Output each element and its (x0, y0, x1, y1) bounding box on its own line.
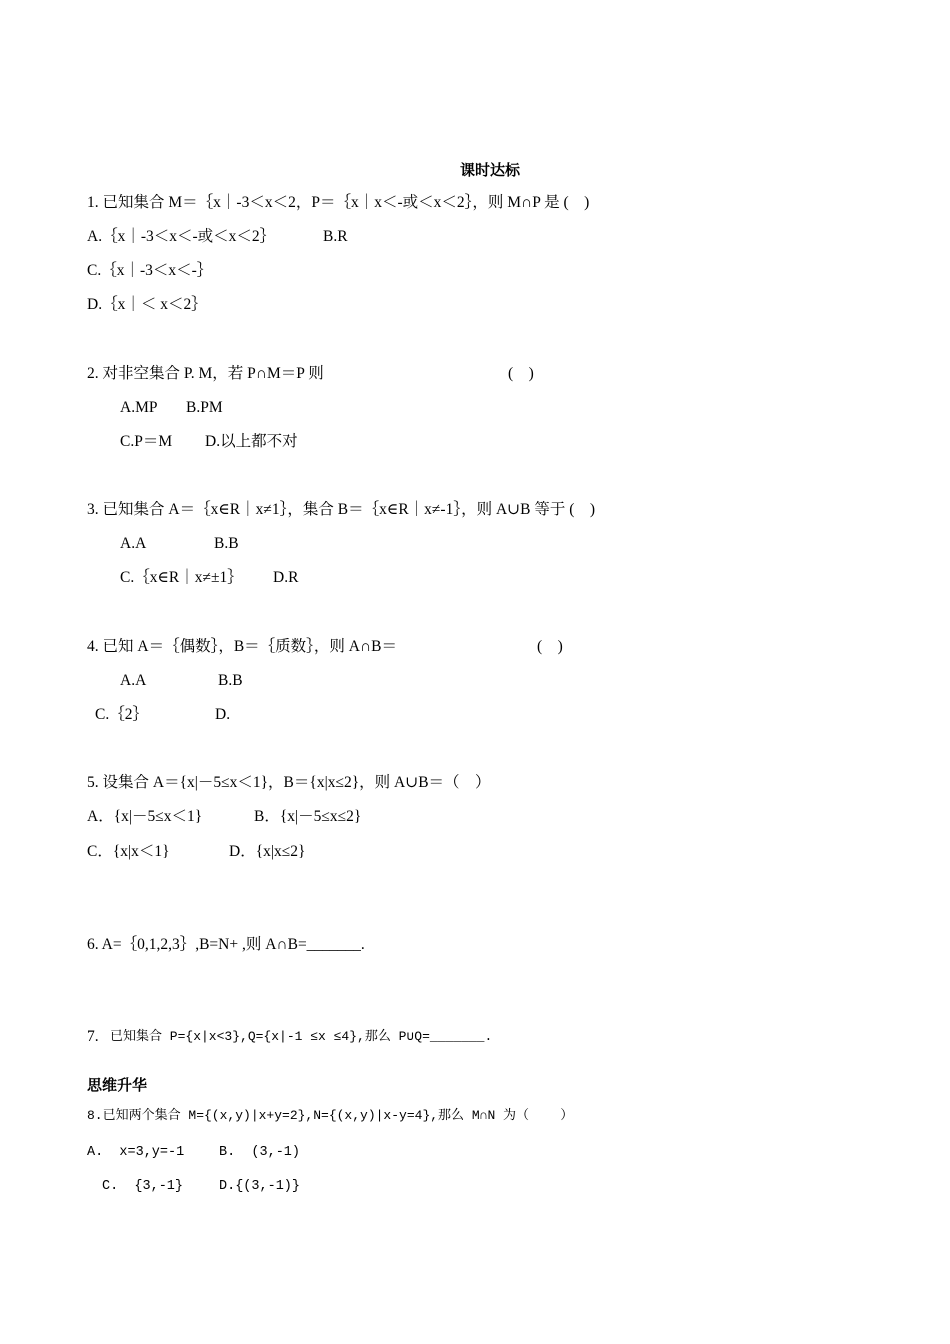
question-3-option-c: C.｛x∈R｜x≠±1｝ (120, 569, 243, 586)
question-8-option-b: B. (3,-1) (219, 1145, 301, 1160)
question-2-option-d: D.以上都不对 (205, 433, 298, 450)
question-2-stem: 2. 对非空集合 P. M，若 P∩M＝P 则 (87, 365, 324, 382)
question-2-option-b: B.PM (186, 399, 223, 416)
question-2-answer-paren: ( ) (508, 365, 534, 382)
question-8-option-d: D.{(3,-1)} (219, 1179, 301, 1194)
question-4-option-c: C.｛2｝ (95, 706, 148, 723)
question-8-option-a: A. x=3,y=-1 (87, 1145, 185, 1160)
question-4-option-d: D. (215, 706, 231, 723)
question-5-stem: 5. 设集合 A＝{x|－5≤x＜1}，B＝{x|x≤2}，则 A∪B＝（ ） (87, 774, 491, 791)
question-8-option-c: C. {3,-1} (102, 1179, 184, 1194)
question-5-option-c: C．{x|x＜1} (87, 843, 170, 860)
question-3-option-b: B.B (214, 535, 239, 552)
question-7-number: 7. (87, 1028, 99, 1045)
question-4-answer-paren: ( ) (537, 638, 563, 655)
question-5-option-d: D．{x|x≤2} (229, 843, 306, 860)
question-5-option-b: B．{x|－5≤x≤2} (254, 808, 362, 825)
question-3-stem: 3. 已知集合 A＝｛x∈R｜x≠1｝，集合 B＝｛x∈R｜x≠-1｝，则 A∪B 等于 ( ) (87, 501, 596, 518)
question-6-stem: 6. A=｛0,1,2,3｝,B=N+ ,则 A∩B=_______. (87, 936, 365, 953)
question-1-stem: 1. 已知集合 M＝｛x｜-3＜x＜2，P＝｛x｜x＜-或＜x＜2｝，则 M∩P 是 ( ) (87, 194, 590, 211)
page-title: 课时达标 (460, 161, 521, 179)
question-2-option-a: A.MP (120, 399, 158, 416)
question-7-stem: 已知集合 P={x|x<3},Q={x|-1 ≤x ≤4},那么 P∪Q=_______. (110, 1029, 493, 1044)
question-3-option-a: A.A (120, 535, 147, 552)
question-1-option-c: C.｛x｜-3＜x＜-｝ (87, 262, 213, 279)
question-4-option-a: A.A (120, 672, 147, 689)
question-3-option-d: D.R (273, 569, 299, 586)
question-5-option-a: A．{x|－5≤x＜1} (87, 808, 203, 825)
question-1-option-d: D.｛x｜＜ x＜2｝ (87, 296, 207, 313)
section-heading: 思维升华 (87, 1076, 148, 1094)
question-2-option-c: C.P＝M (120, 433, 173, 450)
question-4-option-b: B.B (218, 672, 243, 689)
question-1-option-a: A.｛x｜-3＜x＜-或＜x＜2｝ (87, 228, 276, 245)
question-1-option-b: B.R (323, 228, 348, 245)
question-8-stem: 8.已知两个集合 M={(x,y)|x+y=2},N={(x,y)|x-y=4},那么 M∩N 为（ ） (87, 1108, 574, 1123)
question-4-stem: 4. 已知 A＝｛偶数｝，B＝｛质数｝，则 A∩B＝ (87, 638, 398, 655)
